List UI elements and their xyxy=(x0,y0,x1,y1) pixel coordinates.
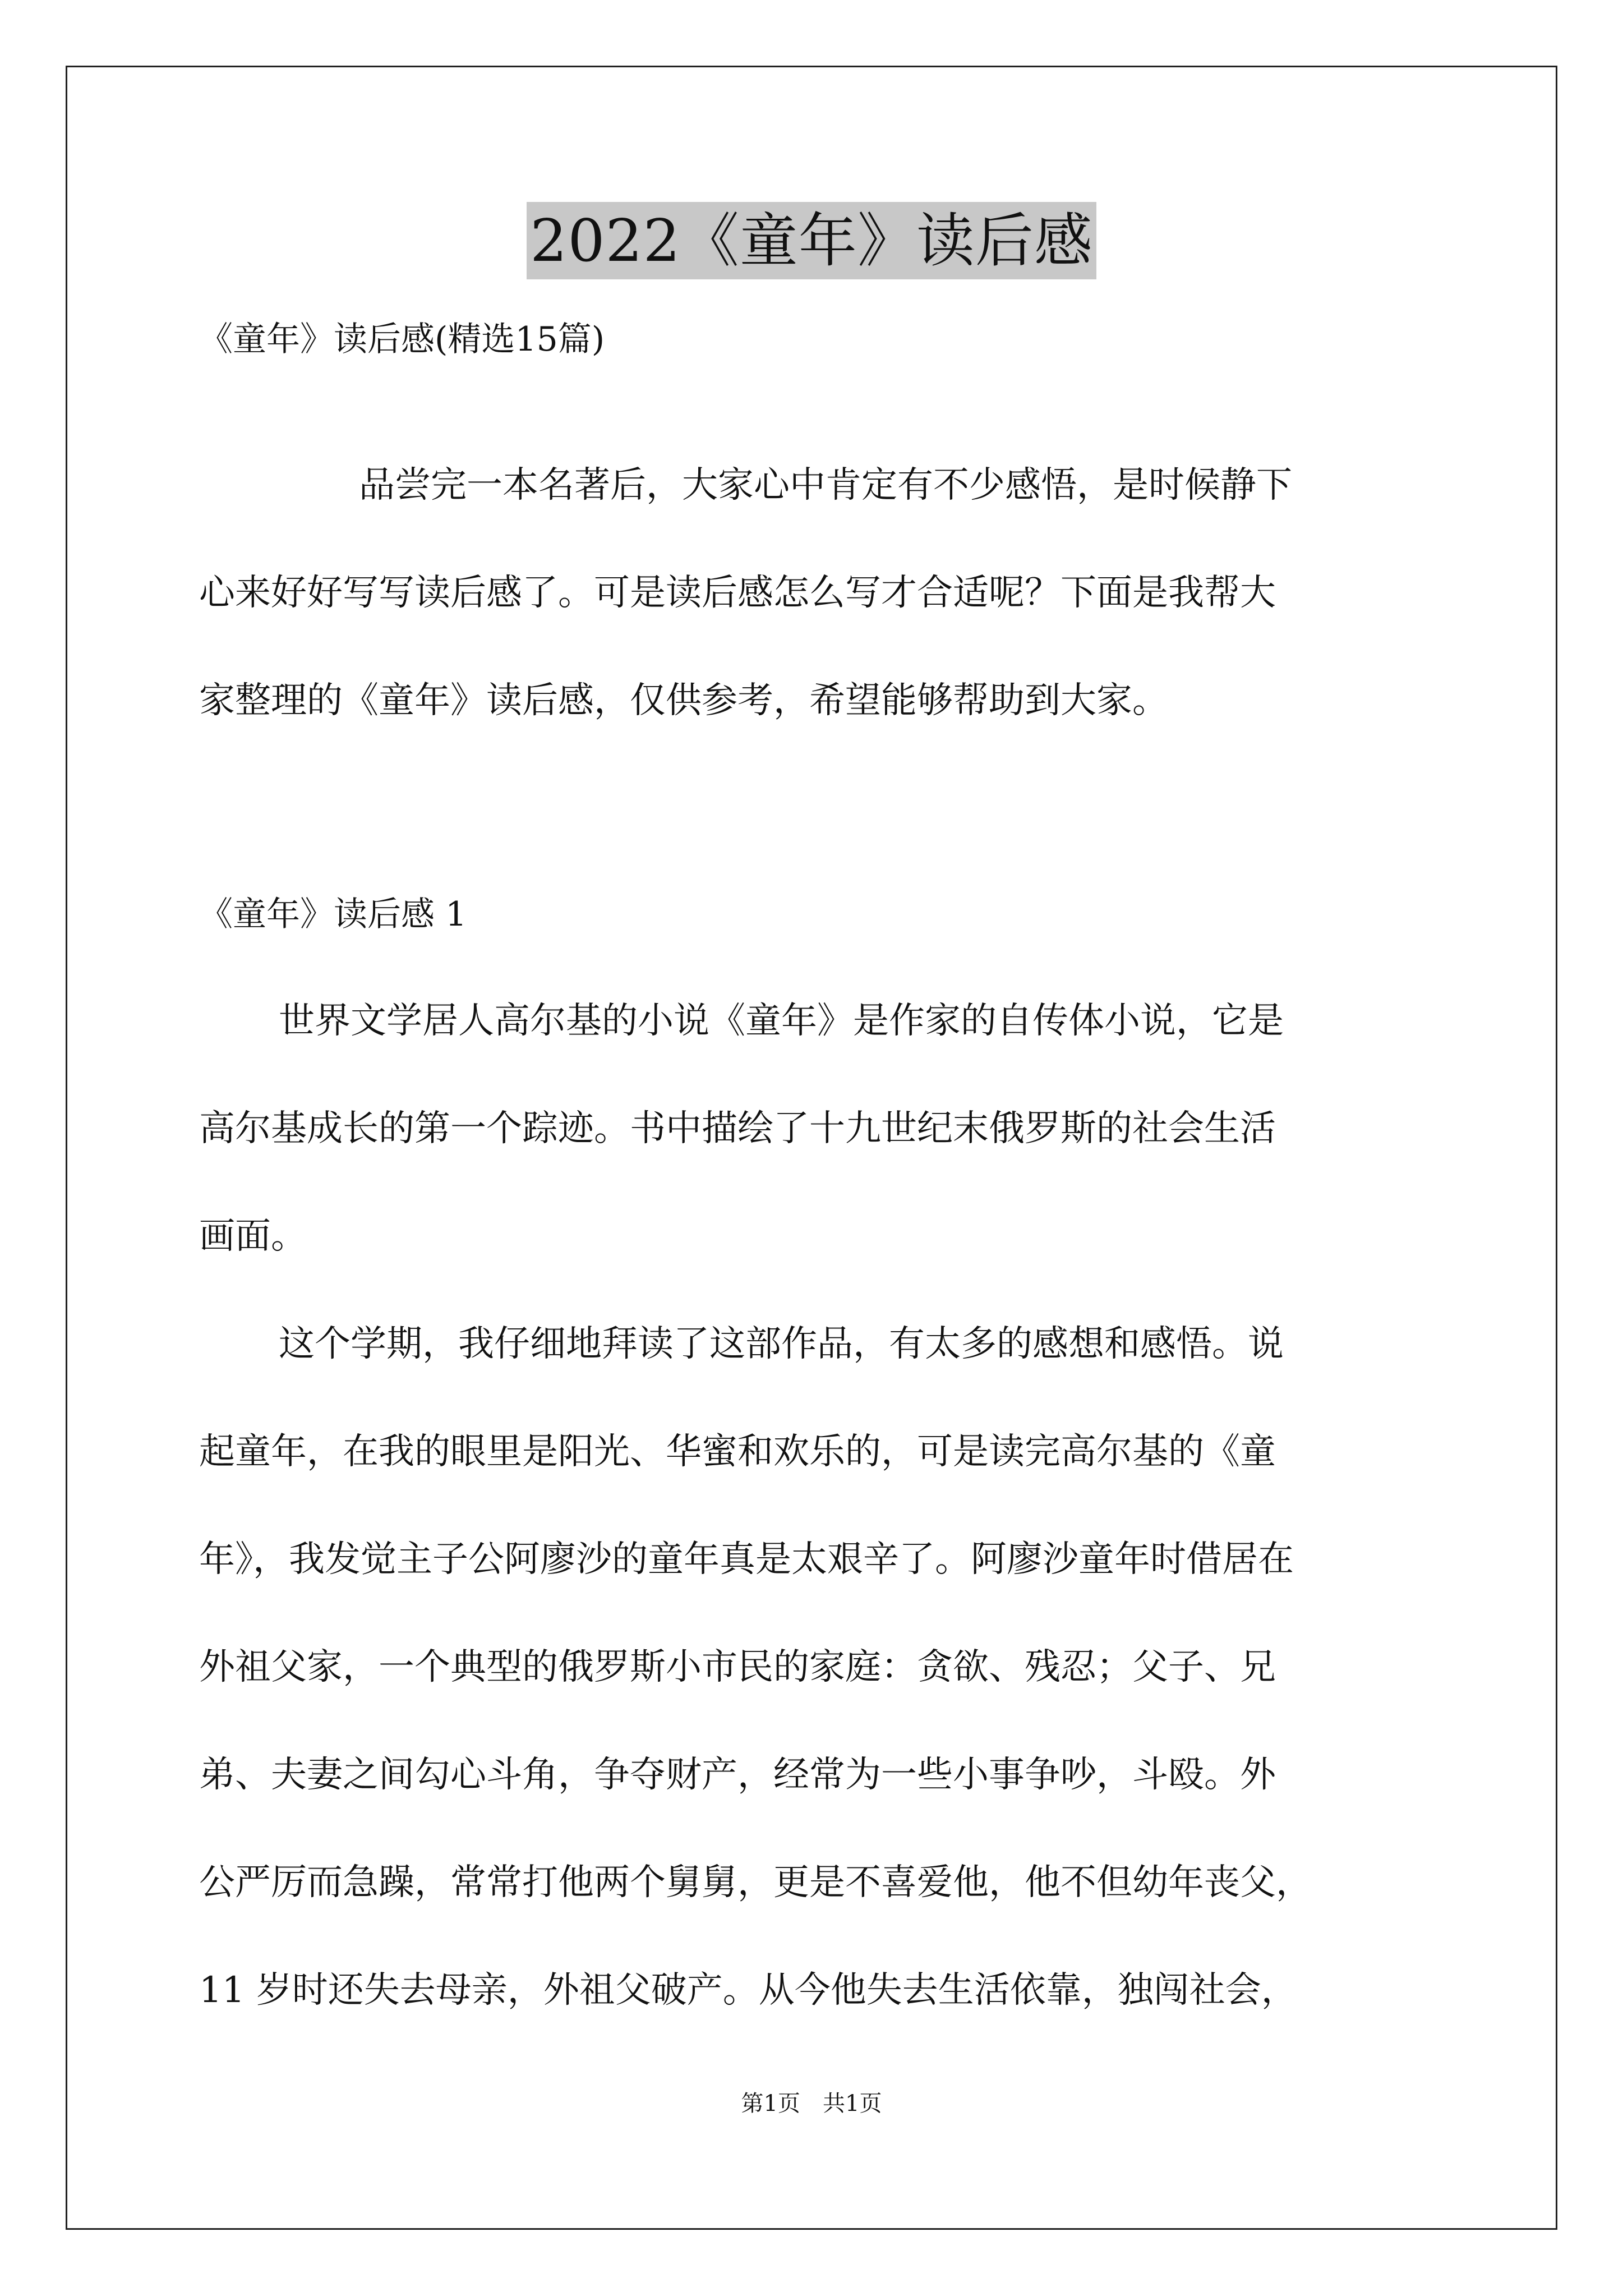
section-title: 《童年》读后感 1 xyxy=(199,895,467,934)
paragraph2-line-7: 11 岁时还失去母亲，外祖父破产。从今他失去生活依靠，独闯社会， xyxy=(199,1970,1297,2011)
paragraph2-line-6: 公严厉而急躁，常常打他两个舅舅，更是不喜爱他，他不但幼年丧父， xyxy=(199,1862,1312,1903)
intro-line-1: 品尝完一本名著后，大家心中肯定有不少感悟，是时候静下 xyxy=(359,464,1292,506)
paragraph2-line-2: 起童年，在我的眼里是阳光、华蜜和欢乐的，可是读完高尔基的《童 xyxy=(199,1431,1276,1473)
document-title: 2022《童年》读后感 xyxy=(527,202,1096,279)
paragraph1-line-1: 世界文学居人高尔基的小说《童年》是作家的自传体小说，它是 xyxy=(279,1000,1284,1042)
document-title-container xyxy=(0,202,1623,279)
intro-line-2: 心来好好写写读后感了。可是读后感怎么写才合适呢？下面是我帮大 xyxy=(199,572,1276,614)
paragraph1-line-2: 高尔基成长的第一个踪迹。书中描绘了十九世纪末俄罗斯的社会生活 xyxy=(199,1108,1276,1149)
page-footer: 第1页 共1页 xyxy=(741,2091,882,2116)
paragraph2-line-5: 弟、夫妻之间勾心斗角，争夺财产，经常为一些小事争吵，斗殴。外 xyxy=(199,1754,1276,1796)
paragraph1-line-3: 画面。 xyxy=(199,1216,307,1257)
paragraph2-line-1: 这个学期，我仔细地拜读了这部作品，有太多的感想和感悟。说 xyxy=(279,1323,1284,1365)
paragraph2-line-3: 年》，我发觉主子公阿廖沙的童年真是太艰辛了。阿廖沙童年时借居在 xyxy=(199,1539,1294,1580)
intro-line-3: 家整理的《童年》读后感，仅供参考，希望能够帮助到大家。 xyxy=(199,680,1168,721)
paragraph2-line-4: 外祖父家，一个典型的俄罗斯小市民的家庭：贪欲、残忍；父子、兄 xyxy=(199,1646,1276,1688)
subtitle: 《童年》读后感(精选15篇) xyxy=(199,320,605,359)
